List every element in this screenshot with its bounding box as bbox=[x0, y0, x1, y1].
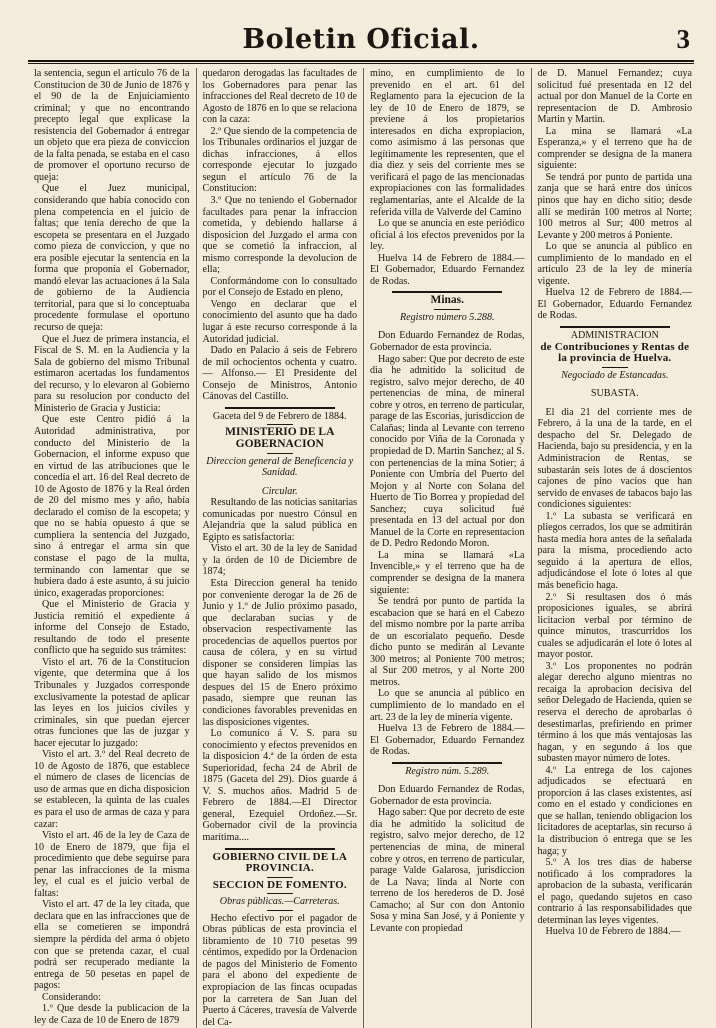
subasta-heading: SUBASTA. bbox=[590, 388, 639, 400]
gaceta-date-line: Gaceta del 9 de Febrero de 1884. bbox=[212, 410, 347, 422]
short-divider bbox=[602, 367, 628, 368]
section-divider bbox=[225, 848, 335, 850]
gobierno-civil-heading: GOBIERNO CIVIL DE LA PROVINCIA. bbox=[212, 850, 347, 875]
paragraph: Que el Ministerio de Gracia y Justicia remitió el expediente á informe del Consejo de Estado, resultando de todo el presente conflicto que ha seguido sus trámites: bbox=[34, 599, 190, 657]
paragraph: 2.º Que siendo de la competencia de los Tribunales ordinarios el juzgar de dichas infracciones, á ellos corresponde ejecutar lo juzgado segun el artículo 76 de la Constitucion: bbox=[202, 125, 357, 195]
paragraph: Se tendrá por punto de partida la escabacion que se hará en el Cabezo del mismo nombre por la parte arriba de un escorialato pequeño. Desde dicho punto se medirán al Levante 300 metros; al Poniente 700 metros; al Sur 200 metros, y al Norte 200 metros. bbox=[370, 596, 525, 688]
paragraph: Visto el art. 46 de la ley de Caza de 10 de Enero de 1879, que fija el procedimiento que debe seguirse para penar las infracciones de la misma ley, el cual es el juicio verbal de faltas: bbox=[34, 830, 190, 899]
paragraph: Conformándome con lo consultado por el Consejo de Estado en pleno, bbox=[202, 275, 357, 299]
paragraph: Huelva 14 de Febrero de 1884.— El Gobernador, Eduardo Fernandez de Rodas. bbox=[370, 252, 525, 287]
paragraph: la sentencia, segun el artículo 76 de la Constitucion de 30 de Junio de 1876 y el 90 de la de Enjuiciamiento criminal; y que no encontrando precepto legal que explicase la resistencia del Gobernador á entregar un objeto que era pieza de conviccion de la falta penada, se estaba en el caso de promover el oportuno recurso de queja: bbox=[34, 68, 190, 183]
obras-publicas-heading: Obras públicas.—Carreteras. bbox=[219, 896, 340, 908]
section-divider bbox=[392, 291, 502, 293]
paragraph: 3.º Los proponentes no podrán alegar derecho alguno mientras no recaiga la aprobacion decisiva del señor Delegado de Hacienda, quien se reserva el derecho de aprobarlas ó desestimarlas, prefiriendo en primer término á los que más ventajosas las hagan, y en segundo á los que subasten mayor número de lotes. bbox=[537, 660, 692, 765]
page-header bbox=[28, 22, 694, 56]
column-4 bbox=[531, 68, 699, 1028]
paragraph: Visto el art. 47 de la ley citada, que declara que en las infracciones que de ella se cometieren se impondrá siempre la pérdida del arma ó objeto con que se pretenda cazar, el cual podrá ser recuperado mediante la entrega de 50 pesetas en papel de pagos: bbox=[34, 899, 190, 992]
negociado-heading: Negociado de Estancadas. bbox=[561, 369, 669, 381]
paragraph: Hecho efectivo por el pagador de Obras públicas de esta provincia el libramiento de 10 710 pesetas 99 céntimos, expedido por la Ordenacion de pagos del Ministerio de Fomento para el abono del expediente de expropiacion de las fincas ocupadas por la carretera de San Juan del Puerto á Cáceres, travesía de Valverde del Ca- bbox=[202, 912, 358, 1028]
short-divider bbox=[267, 453, 293, 454]
paragraph: Hago saber: Que por decreto de este dia he admitido la solicitud de registro, salvo mejor derecho, de 12 pertenencias de mina, de mineral cobre y otros, en terreno de particular, parage Valde Galarosa, jurisdiccion de La Nava; linda al Norte con terreno de los herederos de D. José Camacho; al Sur con don Antonio Sosa y mina San José, y á Poniente y Levante con propiedad bbox=[370, 807, 525, 934]
paragraph: 3.º Que no teniendo el Gobernador facultades para penar la infraccion cometida, y debiendo hallarse á disposicion del Juzgado el arma con que se cometió la infraccion, al mismo corresponde la devolucion de ella; bbox=[202, 195, 357, 276]
paragraph: Visto el art. 30 de la ley de Sanidad y la órden de 10 de Diciembre de 1874; bbox=[202, 543, 357, 578]
short-divider bbox=[267, 910, 293, 911]
article-columns bbox=[28, 68, 698, 1028]
section-divider bbox=[560, 326, 670, 328]
section-divider bbox=[225, 407, 335, 409]
direccion-heading: Direccion general de Beneficencia y Sanidad. bbox=[206, 455, 354, 479]
column-1 bbox=[28, 68, 196, 1028]
paragraph: 4.º La entrega de los cajones adjudicados se efectuará en proporcion á las clases existentes, así como en el estado y condiciones en que se hallan, teniendo obligacion los licitadores de aceptarlas, sin recurso á la distribucion ó entrega que se les haga; y bbox=[537, 764, 692, 857]
paragraph: Lo que se anuncia al público en cumplimiento de lo mandado en el artículo 23 de la ley de minería vigente. bbox=[537, 241, 692, 287]
registro-heading: Registro número 5.288. bbox=[399, 311, 495, 323]
paragraph: Don Eduardo Fernandez de Rodas, Gobernador de esta provincia. bbox=[370, 330, 525, 354]
paragraph: de D. Manuel Fernandez; cuya solicitud fué presentada en 12 del actual por don Manuel de la Corte en representacion de D. Ambrosio Martin y Martin. bbox=[537, 68, 692, 126]
paragraph: Vengo en declarar que el conocimiento del asunto que ha dado lugar á este recurso corresponde á la Autoridad judicial. bbox=[202, 298, 357, 345]
section-divider bbox=[392, 762, 502, 764]
short-divider bbox=[267, 877, 293, 878]
column-3 bbox=[363, 68, 531, 1028]
paragraph: Lo comunico á V. S. para su conocimiento y efectos prevenidos en la disposicion 4.ª de la órden de esta Superioridad, fecha 24 de Abril de 1875 (Gaceta del 29). Dios guarde á V. S. muchos años. Madrid 5 de Febrero de 1884.—El Director general, Ezequiel Ordoñez.—Sr. Gobernador civil de la provincia marítima.... bbox=[202, 728, 357, 843]
minas-heading: Minas. bbox=[430, 294, 465, 307]
short-divider bbox=[434, 309, 460, 310]
paragraph: Visto el art. 3.º del Real decreto de 10 de Agosto de 1876, que establece el número de clases de licencias de uso de armas que en dicha disposicion se establecen, la quinta de las cuales es para el uso de armas de caza y para cazar: bbox=[34, 749, 190, 830]
paragraph: mino, en cumplimiento de lo prevenido en el art. 61 del Reglamento para la ejecucion de la ley de 10 de Enero de 1879, se previene á los propietarios interesados en dicha expropiacion, como asimismo á las personas que legítimamente les representen, que el dia diez y seis del corriente mes se verificará el pago de las mencionadas expropiaciones con las formalidades reglamentarias, ante el Alcalde de la referida villa de Valverde del Camino bbox=[370, 68, 525, 218]
header-rule bbox=[28, 60, 694, 64]
paragraph: Hago saber: Que por decreto de este dia he admitido la solicitud de registro, salvo mejor derecho, de 40 pertenencias de mina, de mineral cobre y otros, en terreno de particular, parage de las Escorias, jurisdiccion de Calañas; linda al Levante con terreno conocido por Viña de la Coronada y propiedad de D. Martin Sanchez; al S. con pertenencias de la mina Sotier; á Poniente con Umbría del Puerto del Mojon y al Norte con Solana del Huerto de Tio Borrea y propiedad del Sanchez; cuya solicitud fué presentada en 13 del actual por don Manuel de la Corte en representacion de D. Pedro Redondo Moron. bbox=[370, 353, 525, 550]
paragraph: La mina se llamará «La Esperanza,» y el terreno que ha de comprender se designa de la manera siguiente: bbox=[537, 125, 692, 172]
ministerio-heading: MINISTERIO DE LA GOBERNACION bbox=[225, 426, 335, 450]
circular-heading: Circular. bbox=[261, 485, 298, 497]
paragraph: Que este Centro pidió á la Autoridad administrativa, por conducto del Ministerio de la Gobernacion, el informe expuso que en virtud de las atribuciones que le concedía el art. 16 del Real decreto de 10 de Agosto de 1876 y la Real órden de 20 del mismo mes y año, había declarado el comiso de la escopeta; y que no se había opuesto á que se cumpliera la sentencia del Juzgado, sino á entregar el arma sin que constase el pago de la multa, terminando con lamentar que se hubiera dado á este asunto, á su juicio único, exageradas proporciones: bbox=[34, 414, 190, 599]
paragraph: Dado en Palacio á seis de Febrero de mil ochocientos ochenta y cuatro. — Alfonso.— El Presidente del Consejo de Ministros, Antonio Cánovas del Castillo. bbox=[202, 345, 357, 403]
masthead-title: Boletin Oficial. bbox=[242, 24, 480, 55]
paragraph: La mina se llamará «La Invencible,» y el terreno que ha de comprender se designa de la manera siguiente: bbox=[370, 549, 525, 596]
paragraph: 2.º Si resultasen dos ó más proposiciones iguales, se abrirá licitacion verbal por término de quince minutos, trascurridos los cuales se adjudicarán el lote ó lotes al mayor postor. bbox=[537, 591, 692, 661]
paragraph: quedaron derogadas las facultades de los Gobernadores para penar las infracciones del Real decreto de 10 de Agosto de 1876 en lo que se relaciona con la caza: bbox=[202, 68, 357, 126]
paragraph: El dia 21 del corriente mes de Febrero, á la una de la tarde, en el despacho del Sr. Delegado de Hacienda, bajo su presidencia, y en la Administracion de Rentas, se subastarán seis lotes de á doscientos cajones de pino vacíos que han servido de envases de tabacos bajo las condiciones siguientes: bbox=[537, 406, 692, 511]
paragraph: Lo que se anuncia al público en cumplimiento de lo mandado en el art. 23 de la ley de minería vigente. bbox=[370, 688, 525, 723]
seccion-fomento-heading: SECCION DE FOMENTO. bbox=[212, 878, 347, 891]
paragraph: Que el Juez de primera instancia, el Fiscal de S. M. en la Audiencia y la Sala de gobierno del mismo Tribunal estimaron acertadas los fundamentos del recurso, y lo elevaron al Gobierno para su resolucion por conducto del Ministerio de Gracia y Justicia: bbox=[34, 333, 190, 414]
administracion-heading: ADMINISTRACION bbox=[570, 330, 659, 342]
page-number: 3 bbox=[676, 24, 690, 54]
paragraph: Esta Direccion general ha tenido por conveniente derogar la de 26 de Junio y 1.º de Julio próximo pasado, que declaraban sucias y de observacion respectivamente las procedencias de aquellos puertos por causa de cólera, y en su virtud disponer se consideren limpias las que hayan salido de los mismos despues del 15 de Enero próximo pasado, siempre que reunan las condiciones favorables prevenidas en las disposiciones vigentes. bbox=[202, 577, 357, 728]
paragraph: 1.º La subasta se verificará en pliegos cerrados, los que se admitirán hasta media hora antes de la señalada para la misma, procediendo acto seguido á la apertura de ellos, adjudicándose el lote ó lotes al que más beneficio haga. bbox=[537, 510, 692, 591]
paragraph: 1.º Que desde la publicacion de la ley de Caza de 10 de Enero de 1879 bbox=[34, 1003, 190, 1026]
paragraph: Considerando: bbox=[42, 991, 101, 1003]
paragraph: 5.º A los tres dias de haberse notificado á los compradores la aprobacion de la subasta, verificarán el pago, quedando sujetos en caso contrario á las responsabilidades que determinan las leyes vigentes. bbox=[537, 857, 692, 926]
paragraph: Huelva 12 de Febrero de 1884.— El Gobernador, Eduardo Fernandez de Rodas. bbox=[537, 287, 692, 322]
short-divider bbox=[267, 424, 293, 425]
registro-heading: Registro núm. 5.289. bbox=[405, 765, 490, 777]
short-divider bbox=[267, 893, 293, 894]
paragraph: Que el Juez municipal, considerando que había conocido con plena competencia en el juicio de faltas; que tenía derecho de que la escopeta se presentara en el Juzgado como pieza de conviccion, y que no era posible ejecutar la sentencia en la forma que proponía el Gobernador, mandó elevar las actuaciones á la Sala de gobierno de la Audiencia territorial, para que si lo conceptuaba procedente formulase el oportuno recurso de queja: bbox=[34, 183, 190, 334]
contribuciones-heading: de Contribuciones y Rentas de la provincia de Huelva. bbox=[540, 340, 690, 365]
paragraph: Resultando de las noticias sanitarias comunicadas por nuestro Cónsul en Alejandría que la salud pública en Egipto es satisfactoria: bbox=[202, 497, 357, 543]
paragraph: Huelva 10 de Febrero de 1884.— bbox=[545, 926, 681, 938]
paragraph: Lo que se anuncia en este periódico oficial á los efectos prevenidos por la ley. bbox=[370, 218, 525, 253]
column-2 bbox=[196, 68, 364, 1028]
paragraph: Visto el art. 76 de la Constitucion vigente, que determina que á los Tribunales y Juzgados corresponde exclusivamente la potestad de aplicar las leyes en los juicios civiles y criminales, sin que puedan ejercer otras funciones que las de juzgar y hacer ejecutar lo juzgado: bbox=[34, 656, 190, 749]
paragraph: Don Eduardo Fernandez de Rodas, Gobernador de esta provincia. bbox=[370, 784, 525, 807]
paragraph: Se tendrá por punto de partida una zanja que se hará entre dos únicos pinos que hay en dicho sitio; desde allí se medirán 100 metros al Norte; 100 metros al Sur; 400 metros al Levante y 200 metros á Poniente. bbox=[537, 171, 692, 241]
paragraph: Huelva 13 de Febrero de 1884.— El Gobernador, Eduardo Fernandez de Rodas. bbox=[370, 723, 525, 758]
